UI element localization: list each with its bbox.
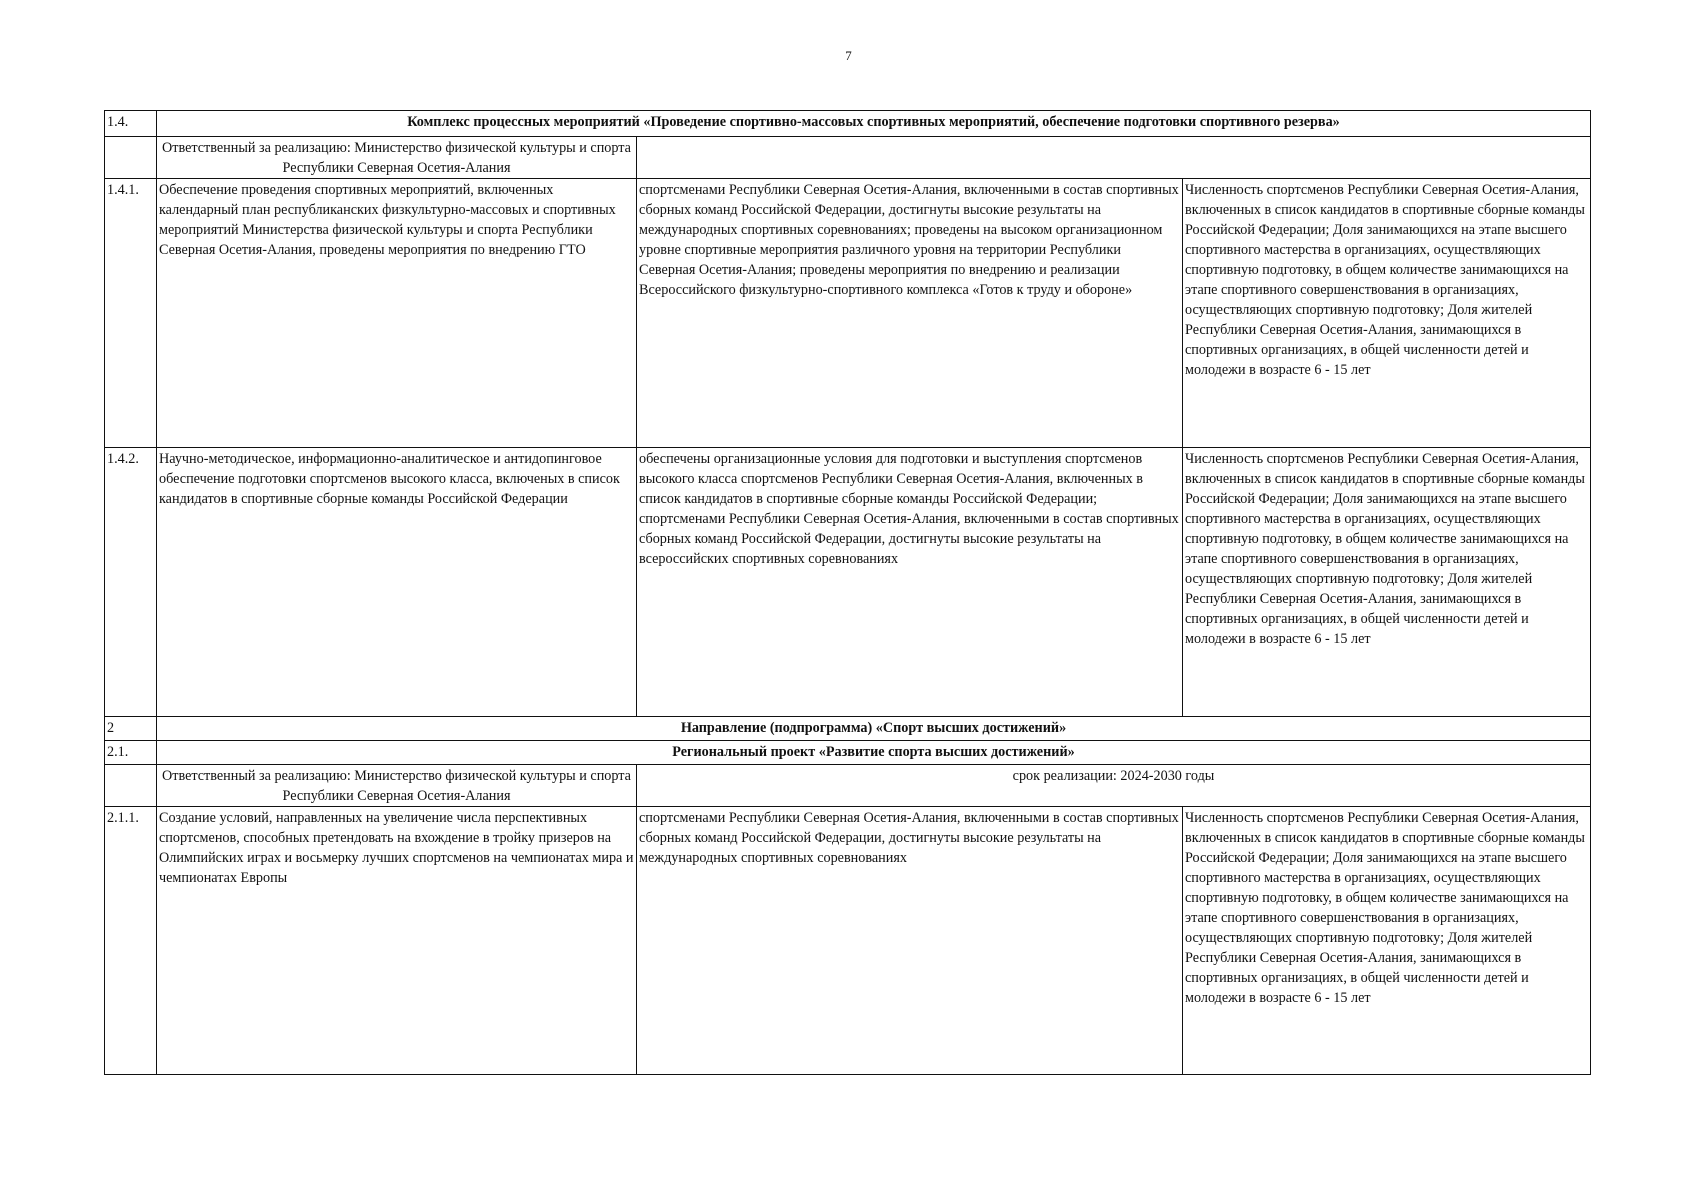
- row-number-empty: [105, 137, 157, 179]
- table-row-2: [105, 717, 1591, 741]
- section-title: Комплекс процессных мероприятий «Проведение спортивно-массовых спортивных мероприятий, обеспечение подготовки спортивного резерва»: [157, 111, 1591, 137]
- row-number: 2.1.1.: [105, 807, 157, 1075]
- table-row-2-1-1: [105, 807, 1591, 1075]
- row-number: 2: [105, 717, 157, 741]
- page-number: 7: [845, 48, 852, 63]
- task-cell: Создание условий, направленных на увеличение числа перспективных спортсменов, способных претендовать на вхождение в тройку призеров на Олимпийских играх и восьмерку лучших спортсменов на чемпионатах мира и чемпионатах Европы: [157, 807, 637, 1075]
- task-cell: Научно-методическое, информационно-аналитическое и антидопинговое обеспечение подготовки спортсменов высокого класса, включеных в список кандидатов в спортивные сборные команды Российской Федерации: [157, 448, 637, 717]
- table-row-1-4-responsible: [105, 137, 1591, 179]
- row-number: 1.4.: [105, 111, 157, 137]
- term-cell: [637, 137, 1591, 179]
- table-row-1-4: [105, 111, 1591, 137]
- responsible-cell: Ответственный за реализацию: Министерство физической культуры и спорта Республики Северная Осетия-Алания: [157, 765, 637, 807]
- effects-cell: спортсменами Республики Северная Осетия-Алания, включенными в состав спортивных сборных команд Российской Федерации, достигнуты высокие результаты на международных спортивных соревнованиях; проведены на высоком организационном уровне спортивные мероприятия различного уровня на территории Республики Северная Осетия-Алания; проведены мероприятия по внедрению и реализации Всероссийского физкультурно-спортивного комплекса «Готов к труду и обороне»: [637, 179, 1183, 448]
- table-row-2-1-responsible: [105, 765, 1591, 807]
- table-row-1-4-2: [105, 448, 1591, 717]
- row-number: 2.1.: [105, 741, 157, 765]
- row-number: 1.4.2.: [105, 448, 157, 717]
- indicators-cell: Численность спортсменов Республики Северная Осетия-Алания, включенных в список кандидатов в спортивные сборные команды Российской Федерации; Доля занимающихся на этапе высшего спортивного мастерства в организациях, осуществляющих спортивную подготовку, в общем количестве занимающихся на этапе спортивного совершенствования в организациях, осуществляющих спортивную подготовку; Доля жителей Республики Северная Осетия-Алания, занимающихся в спортивных организациях, в общей численности детей и молодежи в возрасте 6 - 15 лет: [1183, 807, 1591, 1075]
- responsible-cell: Ответственный за реализацию: Министерство физической культуры и спорта Республики Северная Осетия-Алания: [157, 137, 637, 179]
- task-cell: Обеспечение проведения спортивных мероприятий, включенных календарный план республиканских физкультурно-массовых и спортивных мероприятий Министерства физической культуры и спорта Республики Северная Осетия-Алания, проведены мероприятия по внедрению ГТО: [157, 179, 637, 448]
- indicators-cell: Численность спортсменов Республики Северная Осетия-Алания, включенных в список кандидатов в спортивные сборные команды Российской Федерации; Доля занимающихся на этапе высшего спортивного мастерства в организациях, осуществляющих спортивную подготовку, в общем количестве занимающихся на этапе спортивного совершенствования в организациях, осуществляющих спортивную подготовку; Доля жителей Республики Северная Осетия-Алания, занимающихся в спортивных организациях, в общей численности детей и молодежи в возрасте 6 - 15 лет: [1183, 179, 1591, 448]
- table-row-1-4-1: [105, 179, 1591, 448]
- row-number-empty: [105, 765, 157, 807]
- section-title: Направление (подпрограмма) «Спорт высших достижений»: [157, 717, 1591, 741]
- indicators-cell: Численность спортсменов Республики Северная Осетия-Алания, включенных в список кандидатов в спортивные сборные команды Российской Федерации; Доля занимающихся на этапе высшего спортивного мастерства в организациях, осуществляющих спортивную подготовку, в общем количестве занимающихся на этапе спортивного совершенствования в организациях, осуществляющих спортивную подготовку; Доля жителей Республики Северная Осетия-Алания, занимающихся в спортивных организациях, в общей численности детей и молодежи в возрасте 6 - 15 лет: [1183, 448, 1591, 717]
- effects-cell: обеспечены организационные условия для подготовки и выступления спортсменов высокого класса спортсменов Республики Северная Осетия-Алания, включенных в список кандидатов в спортивные сборные команды Российской Федерации; спортсменами Республики Северная Осетия-Алания, включенными в состав спортивных сборных команд Российской Федерации, достигнуты высокие результаты на всероссийских спортивных соревнованиях: [637, 448, 1183, 717]
- measures-table: [104, 110, 1591, 1075]
- row-number: 1.4.1.: [105, 179, 157, 448]
- term-cell: срок реализации: 2024-2030 годы: [637, 765, 1591, 807]
- section-title: Региональный проект «Развитие спорта высших достижений»: [157, 741, 1591, 765]
- effects-cell: спортсменами Республики Северная Осетия-Алания, включенными в состав спортивных сборных команд Российской Федерации, достигнуты высокие результаты на международных спортивных соревнованиях: [637, 807, 1183, 1075]
- table-row-2-1: [105, 741, 1591, 765]
